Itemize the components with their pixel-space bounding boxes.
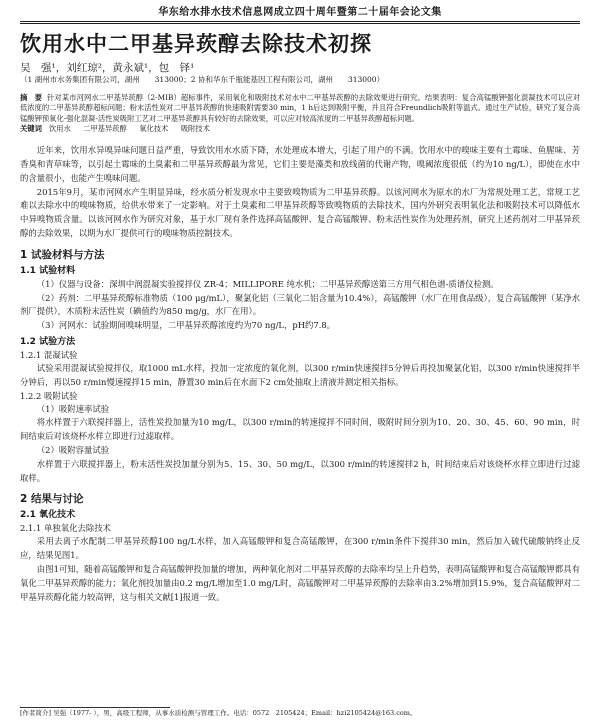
keyword: 二甲基异莰醇 [83, 123, 127, 133]
section-2-1-1-body [20, 535, 580, 604]
materials-instruments: （1）仪器与设备：深圳中润混凝实验搅拌仪 ZR-4；MILLIPORE 纯水机；二甲基异莰醇送第三方用气相色谱-质谱仪检测。 [36, 278, 499, 289]
author-footnote: [作者简介] 吴强（1977- ），男，高级工程师，从事水质检测与管理工作。电话：0572 2105424；Email：hzi2105424@163.com。 [20, 709, 417, 717]
coagulation-method: 试验采用混凝试验搅拌仪，取1000 mL水样，投加一定浓度的氧化剂，以300 r/min快速搅拌5分钟后再投加聚氯化铝，以300 r/min快速搅拌半分钟后，再以50 r/min慢速搅拌15 min，静置30 min后在水面下2 cm处抽取上清液并测定相关指标。 [20, 362, 580, 387]
keyword: 氧化技术 [139, 123, 169, 133]
oxidation-setup: 采用去离子水配制二甲基异莰醇100 ng/L水样，加入高锰酸钾和复合高锰酸钾，在300 r/min条件下搅拌30 min，然后加入硫代硫酸钠终止反应，结果见图1。 [20, 536, 580, 561]
materials-source-water: （3）河网水：试验期间嗅味明显，二甲基异莰醇浓度约为70 ng/L，pH约7.8。 [36, 320, 336, 331]
section-1-2-2-heading: 1.2.2 吸附试验 [20, 390, 78, 401]
section-2-1-1-heading: 2.1.1 单独氧化去除技术 [20, 523, 111, 534]
abstract-label: 摘 要 [20, 93, 43, 102]
keywords-row [20, 124, 580, 134]
introduction [20, 144, 580, 241]
keywords-label: 关键词 [20, 123, 42, 133]
keyword: 饮用水 [48, 123, 71, 133]
section-1-2-2-body [20, 403, 580, 486]
abstract [20, 93, 580, 124]
intro-paragraph-2: 2015年9月，某市河网水产生明显异味，经水质分析发现水中主要致嗅物质为二甲基异莰醇。以该河网水为原水的水厂为常规处理工艺，常规工艺难以去除水中的嗅味物质，给供水带来了一定影响。对于土臭素和二甲基异莰醇等致嗅物质的去除技术，国内外研究表明氧化法和吸附技术可以降低水中异嗅物质含量。以该河网水作为研究对象，基于水厂现有条件选择高锰酸钾、复合高锰酸钾、粉末活性炭作为处理药剂，研究上述药剂对二甲基异莰醇的去除效果，以期为水厂提供可行的嗅味物质控制技术。 [20, 186, 580, 238]
adsorption-rate-method: 将水样置于六联搅拌器上，活性炭投加量为10 mg/L，以300 r/min的转速搅拌不同时间，吸附时间分别为10、20、30、45、60、90 min，时间结束后对该烧杯水样立即进行过滤取样。 [20, 417, 580, 442]
section-2-heading: 2 结果与讨论 [20, 493, 84, 506]
affiliation-line: （1 湖州市水务集团有限公司，湖州 313000；2 协和华东千瓶能基因工程有限公司，湖州 313000） [20, 75, 385, 84]
footnote-rule [20, 707, 170, 708]
header-rule [20, 21, 580, 22]
section-1-2-1-body [20, 362, 580, 390]
authors-line: 吴 强¹，刘红琼²，黄永斌¹，包 铎¹ [20, 62, 195, 74]
header-rule-thin [20, 23, 580, 24]
keyword: 吸附技术 [180, 123, 210, 133]
article-title: 饮用水中二甲基异莰醇去除技术初探 [20, 32, 372, 56]
running-header: 华东给水排水技术信息网成立四十周年暨第二十届年会论文集 [158, 7, 442, 18]
materials-reagents: （2）药剂：二甲基异莰醇标准物质（100 μg/mL），聚氯化铝（三氧化二铝含量为10.4%），高锰酸钾（水厂在用食品级），复合高锰酸钾（某净水剂厂提供），木质粉末活性炭（碘值约为850 mg/g，水厂在用）。 [20, 292, 580, 317]
section-1-heading: 1 试验材料与方法 [20, 248, 105, 261]
section-1-1-heading: 1.1 试验材料 [20, 265, 76, 276]
adsorption-capacity-heading: （2）吸附容量试验 [36, 444, 110, 455]
section-1-2-heading: 1.2 试验方法 [20, 336, 76, 347]
adsorption-rate-heading: （1）吸附速率试验 [36, 403, 110, 414]
section-1-2-1-heading: 1.2.1 混凝试验 [20, 349, 78, 360]
oxidation-results: 由图1可知，随着高锰酸钾和复合高锰酸钾投加量的增加，两种氧化剂对二甲基异莰醇的去除率均呈上升趋势，表明高锰酸钾和复合高锰酸钾都具有氧化二甲基异莰醇的能力；氧化剂投加量由0.2 mg/L增加至1.0 mg/L时，高锰酸钾对二甲基异莰醇的去除率由3.2%增加到15.9%，复合高锰酸钾对二甲基异莰醇化能力较高钾，这与相关文献[1]报道一致。 [20, 563, 580, 602]
section-1-1-body [20, 278, 580, 333]
intro-paragraph-1: 近年来，饮用水异嗅异味问题日益严重，导致饮用水水质下降，水处理成本增大，引起了用户的不满。饮用水中的嗅味主要有土霉味、鱼腥味、芳香臭和青草味等，以引起土霉味的土臭素和二甲基异莰醇最为常见，它们主要是藻类和放线菌的代谢产物，嗅阈浓度很低（约为10 ng/L），即使在水中的含量很小，也能产生嗅味问题。 [20, 145, 580, 183]
adsorption-capacity-method: 水样置于六联搅拌器上，粉末活性炭投加量分别为5、15、30、50 mg/L，以300 r/min的转速搅拌2 h，时间结束后对该烧杯水样立即进行过滤取样。 [20, 458, 580, 483]
section-2-1-heading: 2.1 氧化技术 [20, 510, 76, 521]
abstract-text: 针对某市河网水二甲基异莰醇（2-MIB）超标事件，采用氧化和吸附技术对水中二甲基异莰醇的去除效果进行研究。结果表明：复合高锰酸钾强化混凝技术可以应对低浓度的二甲基异莰醇超标问题；粉末活性炭对二甲基异莰醇的快速吸附需要30 min，1 h后达到吸附平衡，并且符合Freundlich吸附等温式。通过生产试验，研究了复合高锰酸钾预氧化-强化混凝-活性炭吸附工艺对二甲基异莰醇具有较好的去除效果，可以应对较高浓度的二甲基异莰醇超标问题。 [20, 93, 581, 123]
